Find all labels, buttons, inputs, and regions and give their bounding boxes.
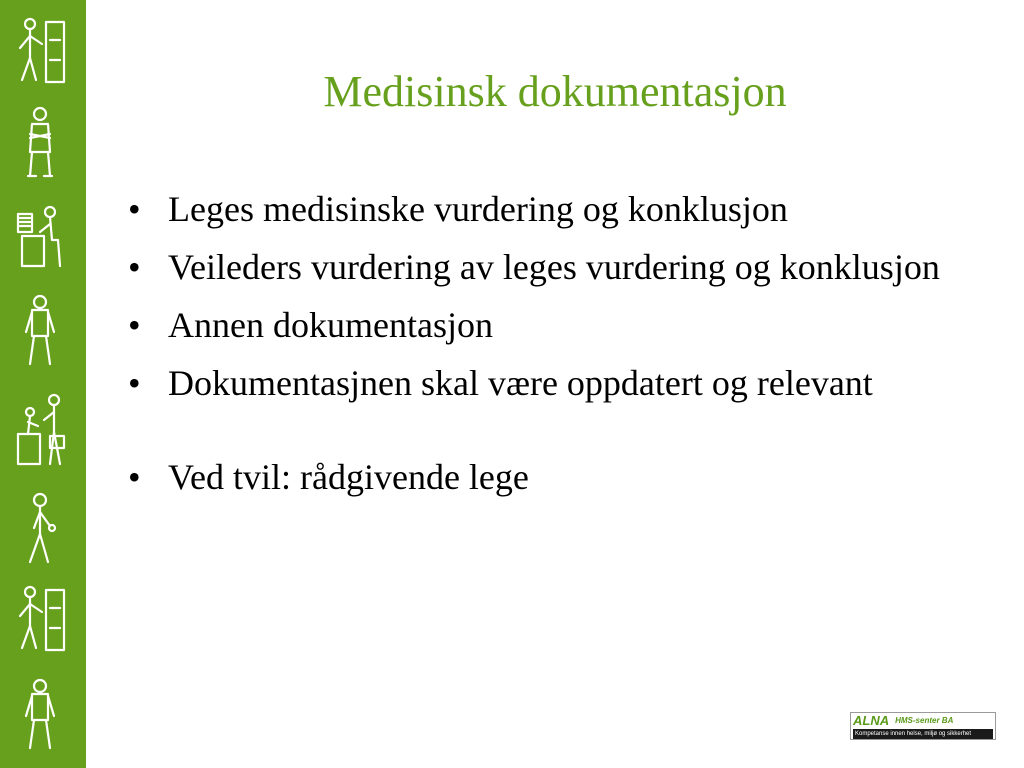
- worker-with-cabinet-icon: [10, 582, 70, 660]
- bullet-item: [128, 246, 988, 288]
- slide-title: Medisinsk dokumentasjon: [323, 67, 787, 116]
- worker-standing-icon: [10, 676, 70, 754]
- bullet-item: [128, 304, 988, 346]
- company-logo: [850, 712, 996, 740]
- bullet-text: Annen dokumentasjon: [168, 305, 493, 345]
- bullet-icon: •: [128, 363, 141, 403]
- worker-walking-icon: [10, 490, 70, 568]
- bullet-item: [128, 188, 988, 230]
- worker-at-desk-icon: [10, 200, 70, 278]
- sidebar: [0, 0, 86, 768]
- logo-mark: ALNA: [853, 713, 890, 728]
- bullet-icon: •: [128, 247, 141, 287]
- logo-company-name: HMS-senter BA: [895, 716, 954, 725]
- bullet-text: Ved tvil: rådgivende lege: [168, 457, 529, 497]
- bullet-text: Dokumentasjnen skal være oppdatert og relevant: [168, 363, 873, 403]
- workers-at-desk-icon: [10, 392, 70, 470]
- bullet-icon: •: [128, 189, 141, 229]
- bullet-item: [128, 362, 988, 404]
- worker-arms-crossed-icon: [10, 104, 70, 182]
- logo-header: [853, 714, 953, 728]
- bullet-text: Leges medisinske vurdering og konklusjon: [168, 189, 788, 229]
- worker-with-cabinet-icon: [10, 14, 70, 92]
- logo-tagline: Kompetanse innen helse, miljø og sikkerhet: [853, 729, 993, 739]
- bullet-list: [128, 188, 988, 514]
- bullet-icon: •: [128, 457, 141, 497]
- worker-standing-icon: [10, 292, 70, 370]
- bullet-text: Veileders vurdering av leges vurdering og konklusjon: [168, 247, 940, 287]
- bullet-icon: •: [128, 305, 141, 345]
- bullet-item: [128, 456, 988, 498]
